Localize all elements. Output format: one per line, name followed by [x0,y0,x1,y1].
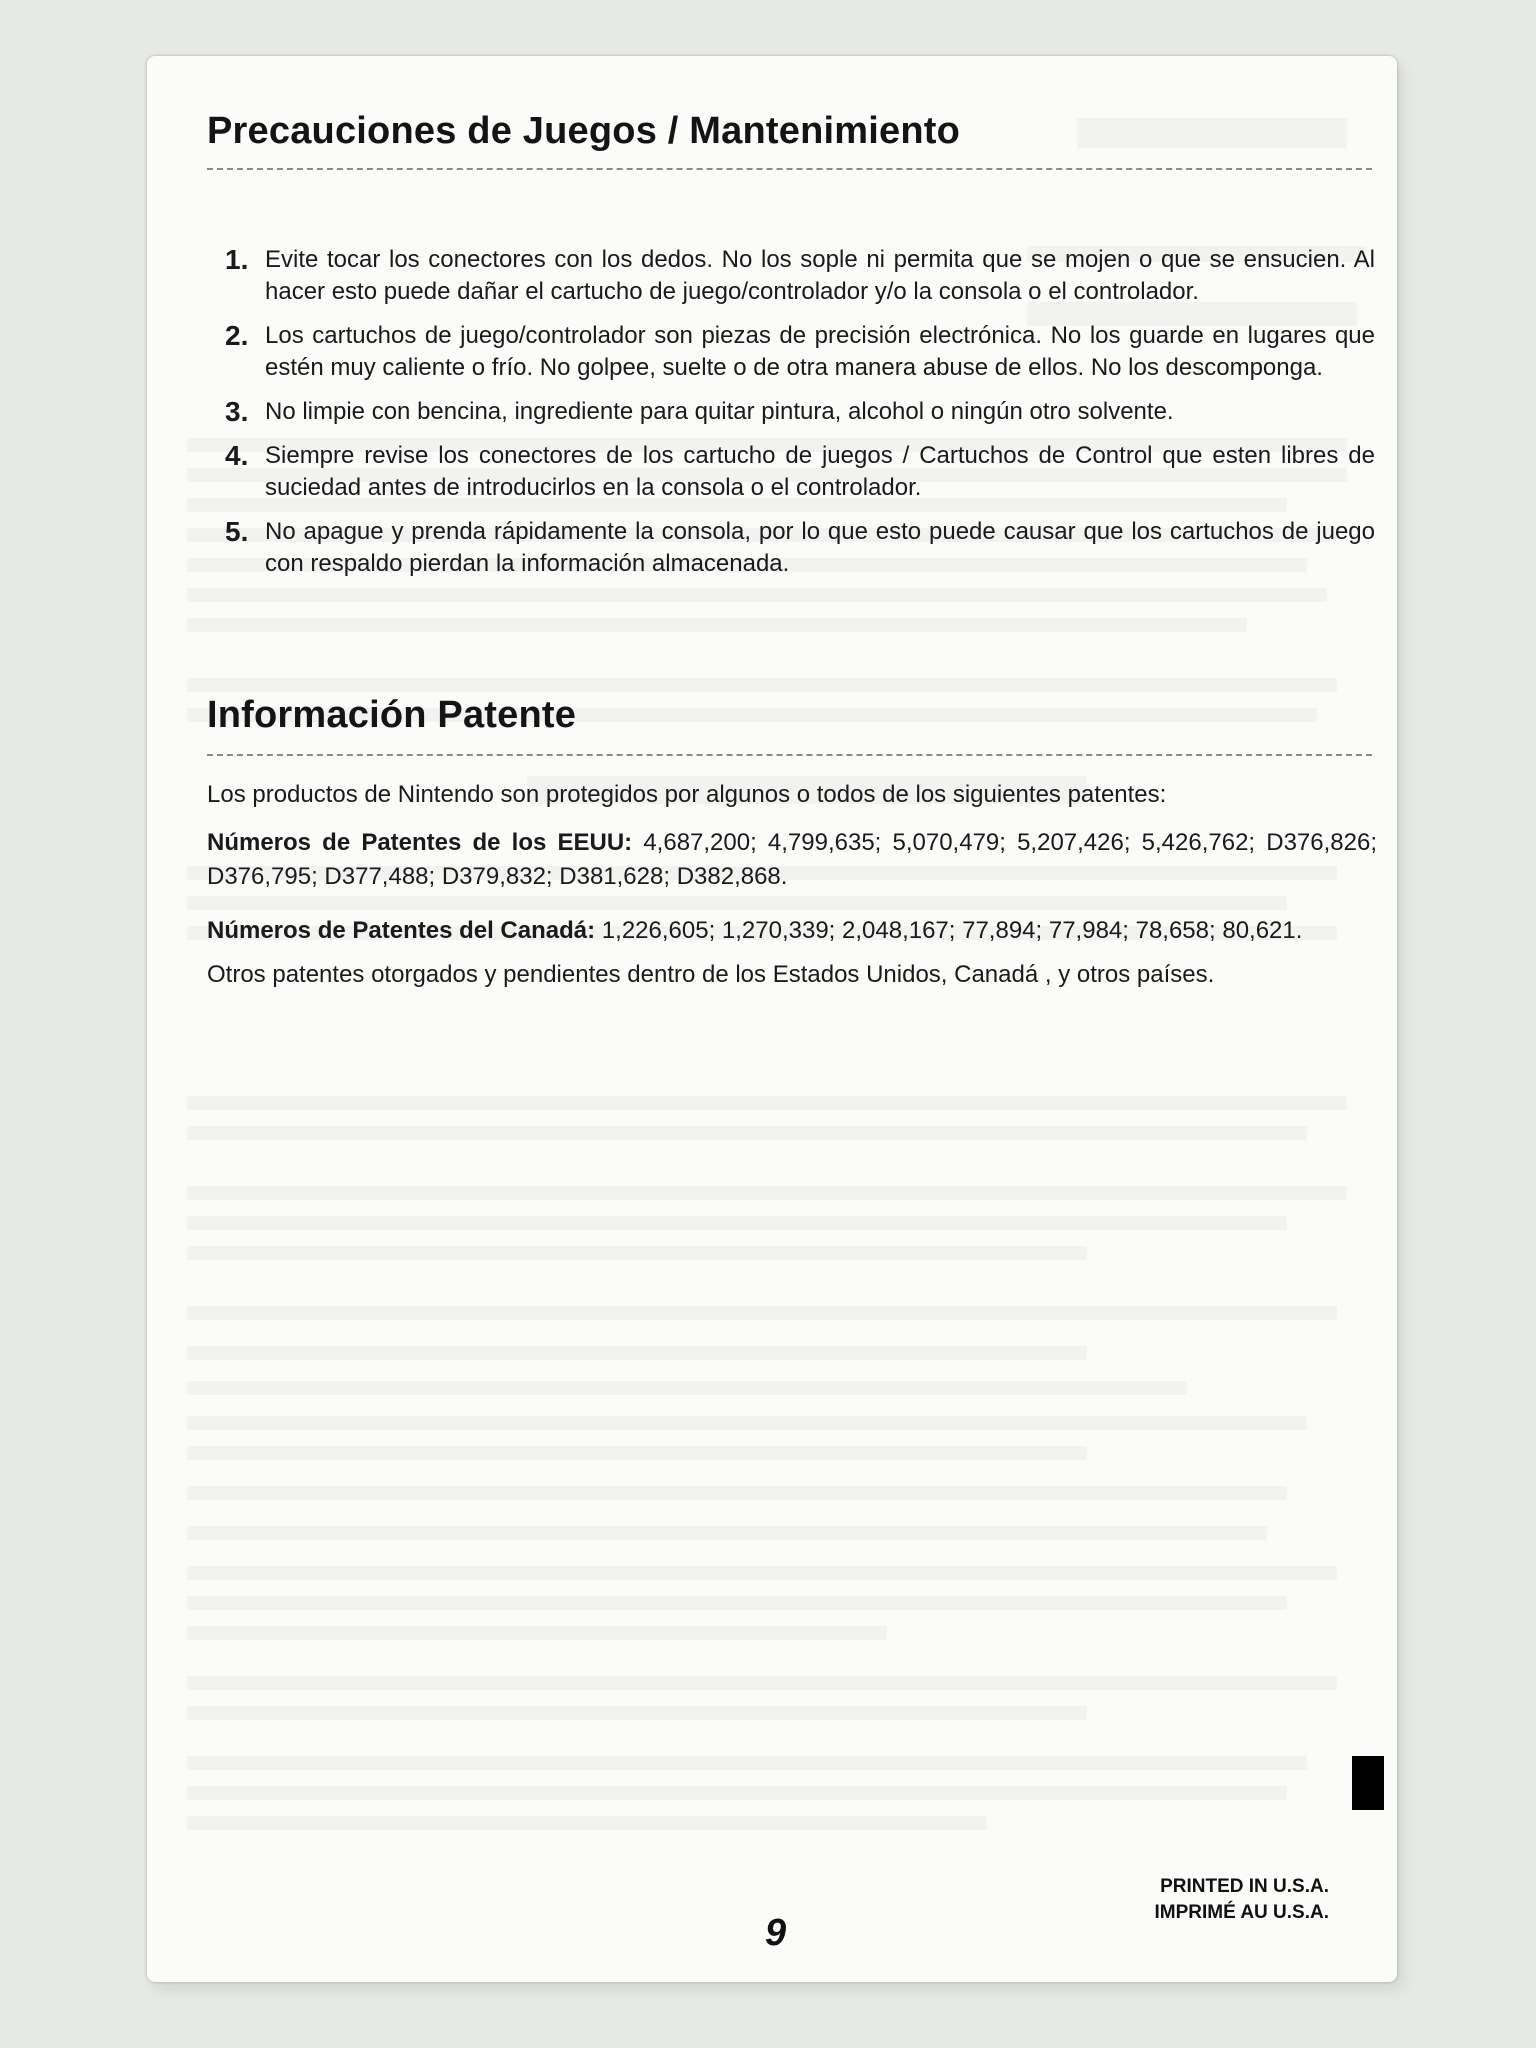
maintenance-title-rule [207,168,1372,170]
list-item [225,516,1375,580]
other-patents-text: Otros patentes otorgados y pendientes dentro de los Estados Unidos, Canadá , y otros países. [207,961,1215,988]
patent-intro-text: Los productos de Nintendo son protegidos por algunos o todos de los siguientes patentes: [207,781,1167,808]
item-number: 2. [225,320,249,351]
item-number: 1. [225,244,249,275]
manual-page [147,56,1397,1982]
imprime-au-usa: IMPRIMÉ AU U.S.A. [1154,1902,1329,1923]
maintenance-section-title: Precauciones de Juegos / Mantenimiento [207,110,961,152]
page-number: 9 [765,1912,787,1954]
maintenance-precautions-list [225,244,1375,592]
list-item [225,396,1375,428]
canada-patents-paragraph [207,914,1377,948]
us-patents-label: Números de Patentes de los EEUU: [207,829,633,856]
other-patents-paragraph [207,958,1377,992]
list-item [225,440,1375,504]
printed-in-usa: PRINTED IN U.S.A. [1160,1876,1329,1897]
item-number: 5. [225,516,249,547]
item-text: No apague y prenda rápidamente la consola, por lo que esto puede causar que los cartuchos de juego con respaldo pierdan la información almacenada. [265,518,1375,577]
registration-mark [1352,1756,1384,1810]
canada-patents-numbers: 1,226,605; 1,270,339; 2,048,167; 77,894; 77,984; 78,658; 80,621. [601,917,1303,944]
item-number: 4. [225,440,249,471]
patent-section-title: Información Patente [207,694,577,736]
item-text: No limpie con bencina, ingrediente para quitar pintura, alcohol o ningún otro solvente. [265,398,1174,425]
us-patents-numbers: 4,687,200; 4,799,635; 5,070,479; 5,207,426; 5,426,762; D376,826; D376,795; D377,488; D379,832; D381,628; D382,868. [207,829,1378,890]
item-text: Evite tocar los conectores con los dedos. No los sople ni permita que se mojen o que se ensucien. Al hacer esto puede dañar el cartucho de juego/controlador y/o la consola o el controlador. [265,246,1375,305]
item-number: 3. [225,396,249,427]
item-text: Los cartuchos de juego/controlador son piezas de precisión electrónica. No los guarde en lugares que estén muy caliente o frío. No golpee, suelte o de otra manera abuse de ellos. No los descomponga. [265,322,1375,381]
us-patents-paragraph [207,826,1377,894]
list-item [225,244,1375,308]
list-item [225,320,1375,384]
canada-patents-label: Números de Patentes del Canadá: [207,917,596,944]
patent-title-rule [207,754,1372,756]
item-text: Siempre revise los conectores de los cartucho de juegos / Cartuchos de Control que esten libres de suciedad antes de introducirlos en la consola o el controlador. [265,442,1375,501]
printed-in-notice [1154,1874,1329,1926]
patent-intro [207,778,1377,812]
